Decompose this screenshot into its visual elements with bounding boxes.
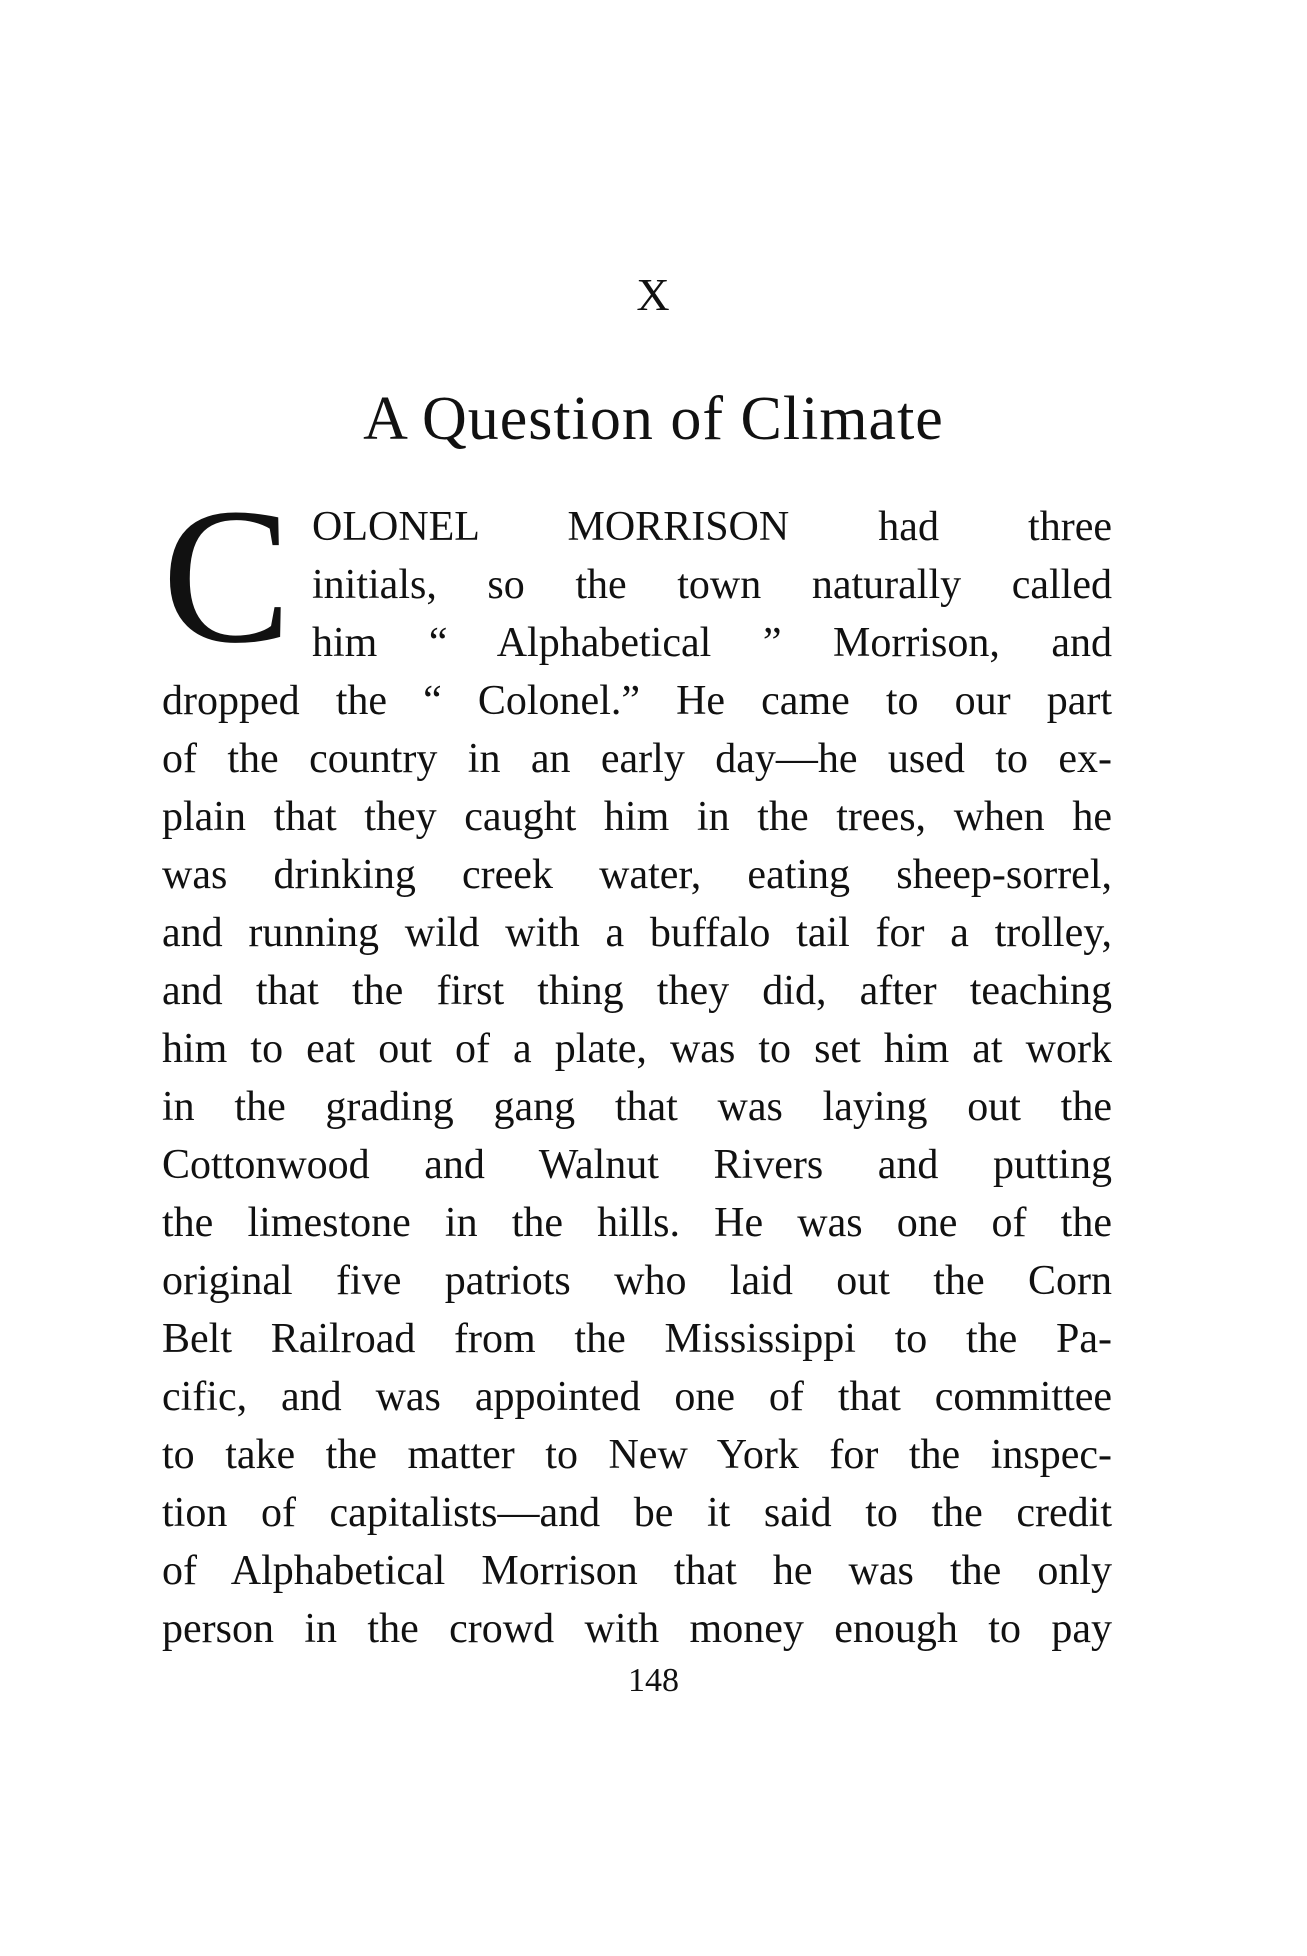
text-line: him to eat out of a plate, was to set him at work	[162, 1026, 1112, 1072]
text-line: and running wild with a buffalo tail for a trolley,	[162, 910, 1112, 956]
text-line: was drinking creek water, eating sheep-sorrel,	[162, 852, 1112, 898]
text-line: the limestone in the hills. He was one of the	[162, 1200, 1112, 1246]
chapter-number: X	[636, 269, 671, 320]
text-line: Cottonwood and Walnut Rivers and putting	[162, 1142, 1112, 1188]
text-line: of Alphabetical Morrison that he was the only	[162, 1548, 1112, 1594]
text-line: and that the first thing they did, after teaching	[162, 968, 1112, 1014]
text-line: Belt Railroad from the Mississippi to the Pa-	[162, 1316, 1112, 1362]
text-line: OLONEL MORRISON had three	[312, 504, 1112, 550]
text-line: in the grading gang that was laying out the	[162, 1084, 1112, 1130]
chapter-title: A Question of Climate	[363, 385, 944, 453]
text-line: of the country in an early day—he used to ex-	[162, 736, 1112, 782]
text-line: him “ Alphabetical ” Morrison, and	[312, 620, 1112, 666]
text-line: tion of capitalists—and be it said to the credit	[162, 1490, 1112, 1536]
text-line: dropped the “ Colonel.” He came to our part	[162, 678, 1112, 724]
text-line: person in the crowd with money enough to pay	[162, 1606, 1112, 1652]
text-line: original five patriots who laid out the Corn	[162, 1258, 1112, 1304]
page-number: 148	[628, 1662, 679, 1699]
body-text	[162, 498, 1112, 1658]
text-line: cific, and was appointed one of that committee	[162, 1374, 1112, 1420]
text-line: to take the matter to New York for the inspec-	[162, 1432, 1112, 1478]
text-line: initials, so the town naturally called	[312, 562, 1112, 608]
text-line: plain that they caught him in the trees, when he	[162, 794, 1112, 840]
drop-cap: C	[162, 468, 292, 683]
